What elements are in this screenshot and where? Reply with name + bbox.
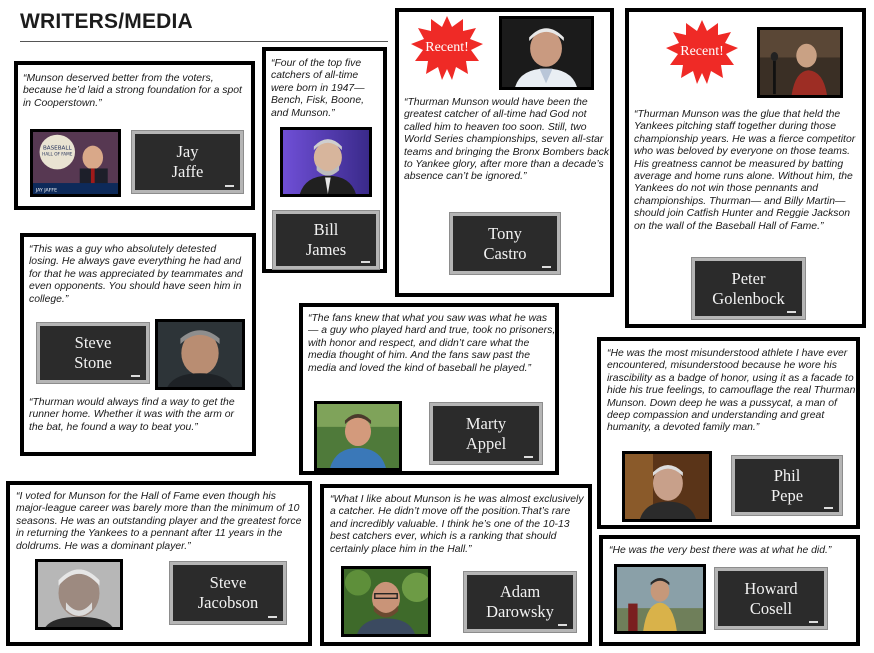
- name-line-1: Jay: [176, 142, 199, 161]
- photo-castro: [499, 16, 594, 90]
- nameplate-castro: [449, 212, 561, 275]
- name-line-1: Steve: [209, 573, 247, 592]
- recent-badge-golenbock: [664, 20, 740, 84]
- name-line-1: Tony: [488, 223, 522, 243]
- writer-card-jaffe: [14, 61, 255, 210]
- writer-card-jacobson: [6, 481, 312, 646]
- name-line-2: James: [305, 240, 347, 259]
- nameplate-stone: [36, 322, 150, 384]
- name-line-2: Appel: [465, 433, 507, 453]
- nameplate-jaffe: [131, 130, 244, 194]
- nameplate-darowsky: [463, 571, 577, 633]
- quote-cosell: “He was the very best there was at what he did.”: [609, 545, 832, 556]
- photo-darowsky: [341, 566, 431, 637]
- writer-card-darowsky: [320, 484, 592, 646]
- photo-stone: [155, 319, 245, 390]
- writer-card-stone: [20, 233, 256, 456]
- quote-golenbock: “Thurman Munson was the glue that held the Yankees pitching staff together during those championship years. He was a fierce competitor who was beloved by everyone on those teams. His greatness cannot be measured by batting average and home runs alone. Without him, the Yankees do not win those pennants and championships. Thurman— and Billy Martin— should join Catfish Hunter and Reggie Jackson on the wall of the Baseball Hall of Fame.”: [634, 109, 856, 232]
- tv-caption-1: BASEBALL: [42, 145, 72, 152]
- name-line-2: Cosell: [749, 598, 793, 618]
- name-line-1: Adam: [499, 582, 541, 601]
- nameplate-golenbock: [691, 257, 806, 320]
- quote-jacobson: “I voted for Munson for the Hall of Fame even though his major-league career was barely more than the minimum of 10 seasons. He was an outstanding player and the greatest force in returning the Yankees to a pennant after 11 years in the doldrums. He was a dominant player.”: [16, 491, 302, 552]
- writer-card-castro: [395, 8, 614, 297]
- nameplate-pepe: [731, 455, 843, 516]
- name-line-2: Castro: [483, 243, 527, 263]
- quote-pepe: “He was the most misunderstood athlete I have ever encountered, misunderstood because he wore his irascibility as a badge of honor, using it as a facade to hide his true feelings, to camouflage the real Thurman Munson. Down deep he was a pussycat, a man of deep compassion and understanding and great humanity, a devoted family man.”: [607, 348, 856, 434]
- writer-card-pepe: [597, 337, 860, 529]
- writer-card-appel: [299, 303, 559, 475]
- quote-stone-2: “Thurman would always find a way to get the runner home. Whether it was with the arm or the bat, he found a way to beat you.”: [29, 397, 235, 433]
- writer-card-james: [262, 47, 387, 273]
- writer-card-cosell: [599, 535, 860, 646]
- name-line-1: Howard: [744, 578, 798, 598]
- page-title: WRITERS/MEDIA: [20, 10, 193, 33]
- recent-badge-label: Recent!: [680, 44, 724, 59]
- name-line-2: Darowsky: [486, 602, 554, 621]
- photo-james: [280, 127, 372, 197]
- name-line-2: Stone: [74, 353, 112, 372]
- quote-appel: “The fans knew that what you saw was what he was— a guy who played hard and true, took no prisoners, with honor and respect, and didn’t care what the media thought of him. And the fans saw past the media and loved the kind of baseball he played.”: [308, 313, 556, 374]
- tv-caption-2: HALL OF FAME: [42, 151, 73, 157]
- name-line-1: Peter: [731, 268, 766, 288]
- quote-darowsky: “What I like about Munson is he was almost exclusively a catcher. He didn’t move off the position.That’s rare and incredibly valuable. I think he’s one of the 10-13 best catchers ever, which is a ranking that should certainly place him in the Hall.”: [330, 494, 584, 555]
- quote-james: “Four of the top five catchers of all-time were born in 1947— Bench, Fisk, Boone, and Munson.”: [271, 58, 365, 119]
- recent-badge-castro: [409, 16, 485, 80]
- writer-card-golenbock: [625, 8, 866, 328]
- photo-cosell: [614, 564, 706, 634]
- photo-jaffe: [30, 129, 121, 197]
- tv-caption-3: JAY JAFFE: [35, 188, 58, 194]
- name-line-1: Marty: [465, 413, 507, 433]
- name-line-1: Phil: [773, 465, 801, 485]
- title-underline: [20, 41, 388, 42]
- quote-castro: “Thurman Munson would have been the greatest catcher of all-time had God not called him to heaven too soon. Still, two World Series championships, seven all-star teams and bringing the Bronx Bombers back to Yankee glory, after more than a decade’s absence can’t be ignored.”: [404, 97, 610, 183]
- nameplate-james: [272, 210, 380, 270]
- nameplate-jacobson: [169, 561, 287, 625]
- photo-pepe: [622, 451, 712, 522]
- name-line-1: Steve: [74, 333, 112, 352]
- name-line-2: Golenbock: [712, 288, 785, 308]
- quote-jaffe: “Munson deserved better from the voters, because he’d laid a strong foundation for a spot in Cooperstown.”: [23, 73, 242, 109]
- recent-badge-label: Recent!: [425, 40, 469, 55]
- name-line-2: Pepe: [770, 485, 804, 505]
- name-line-2: Jacobson: [197, 593, 259, 612]
- name-line-1: Bill: [313, 220, 339, 239]
- photo-golenbock: [757, 27, 843, 98]
- quote-stone-1: “This was a guy who absolutely detested losing. He always gave everything he had and for that he was appreciated by teammates and even opponents. You should have seen him in college.”: [29, 244, 243, 305]
- photo-jacobson: [35, 559, 123, 630]
- name-line-2: Jaffe: [171, 162, 204, 181]
- nameplate-cosell: [714, 567, 828, 630]
- photo-appel: [314, 401, 402, 471]
- nameplate-appel: [429, 402, 543, 465]
